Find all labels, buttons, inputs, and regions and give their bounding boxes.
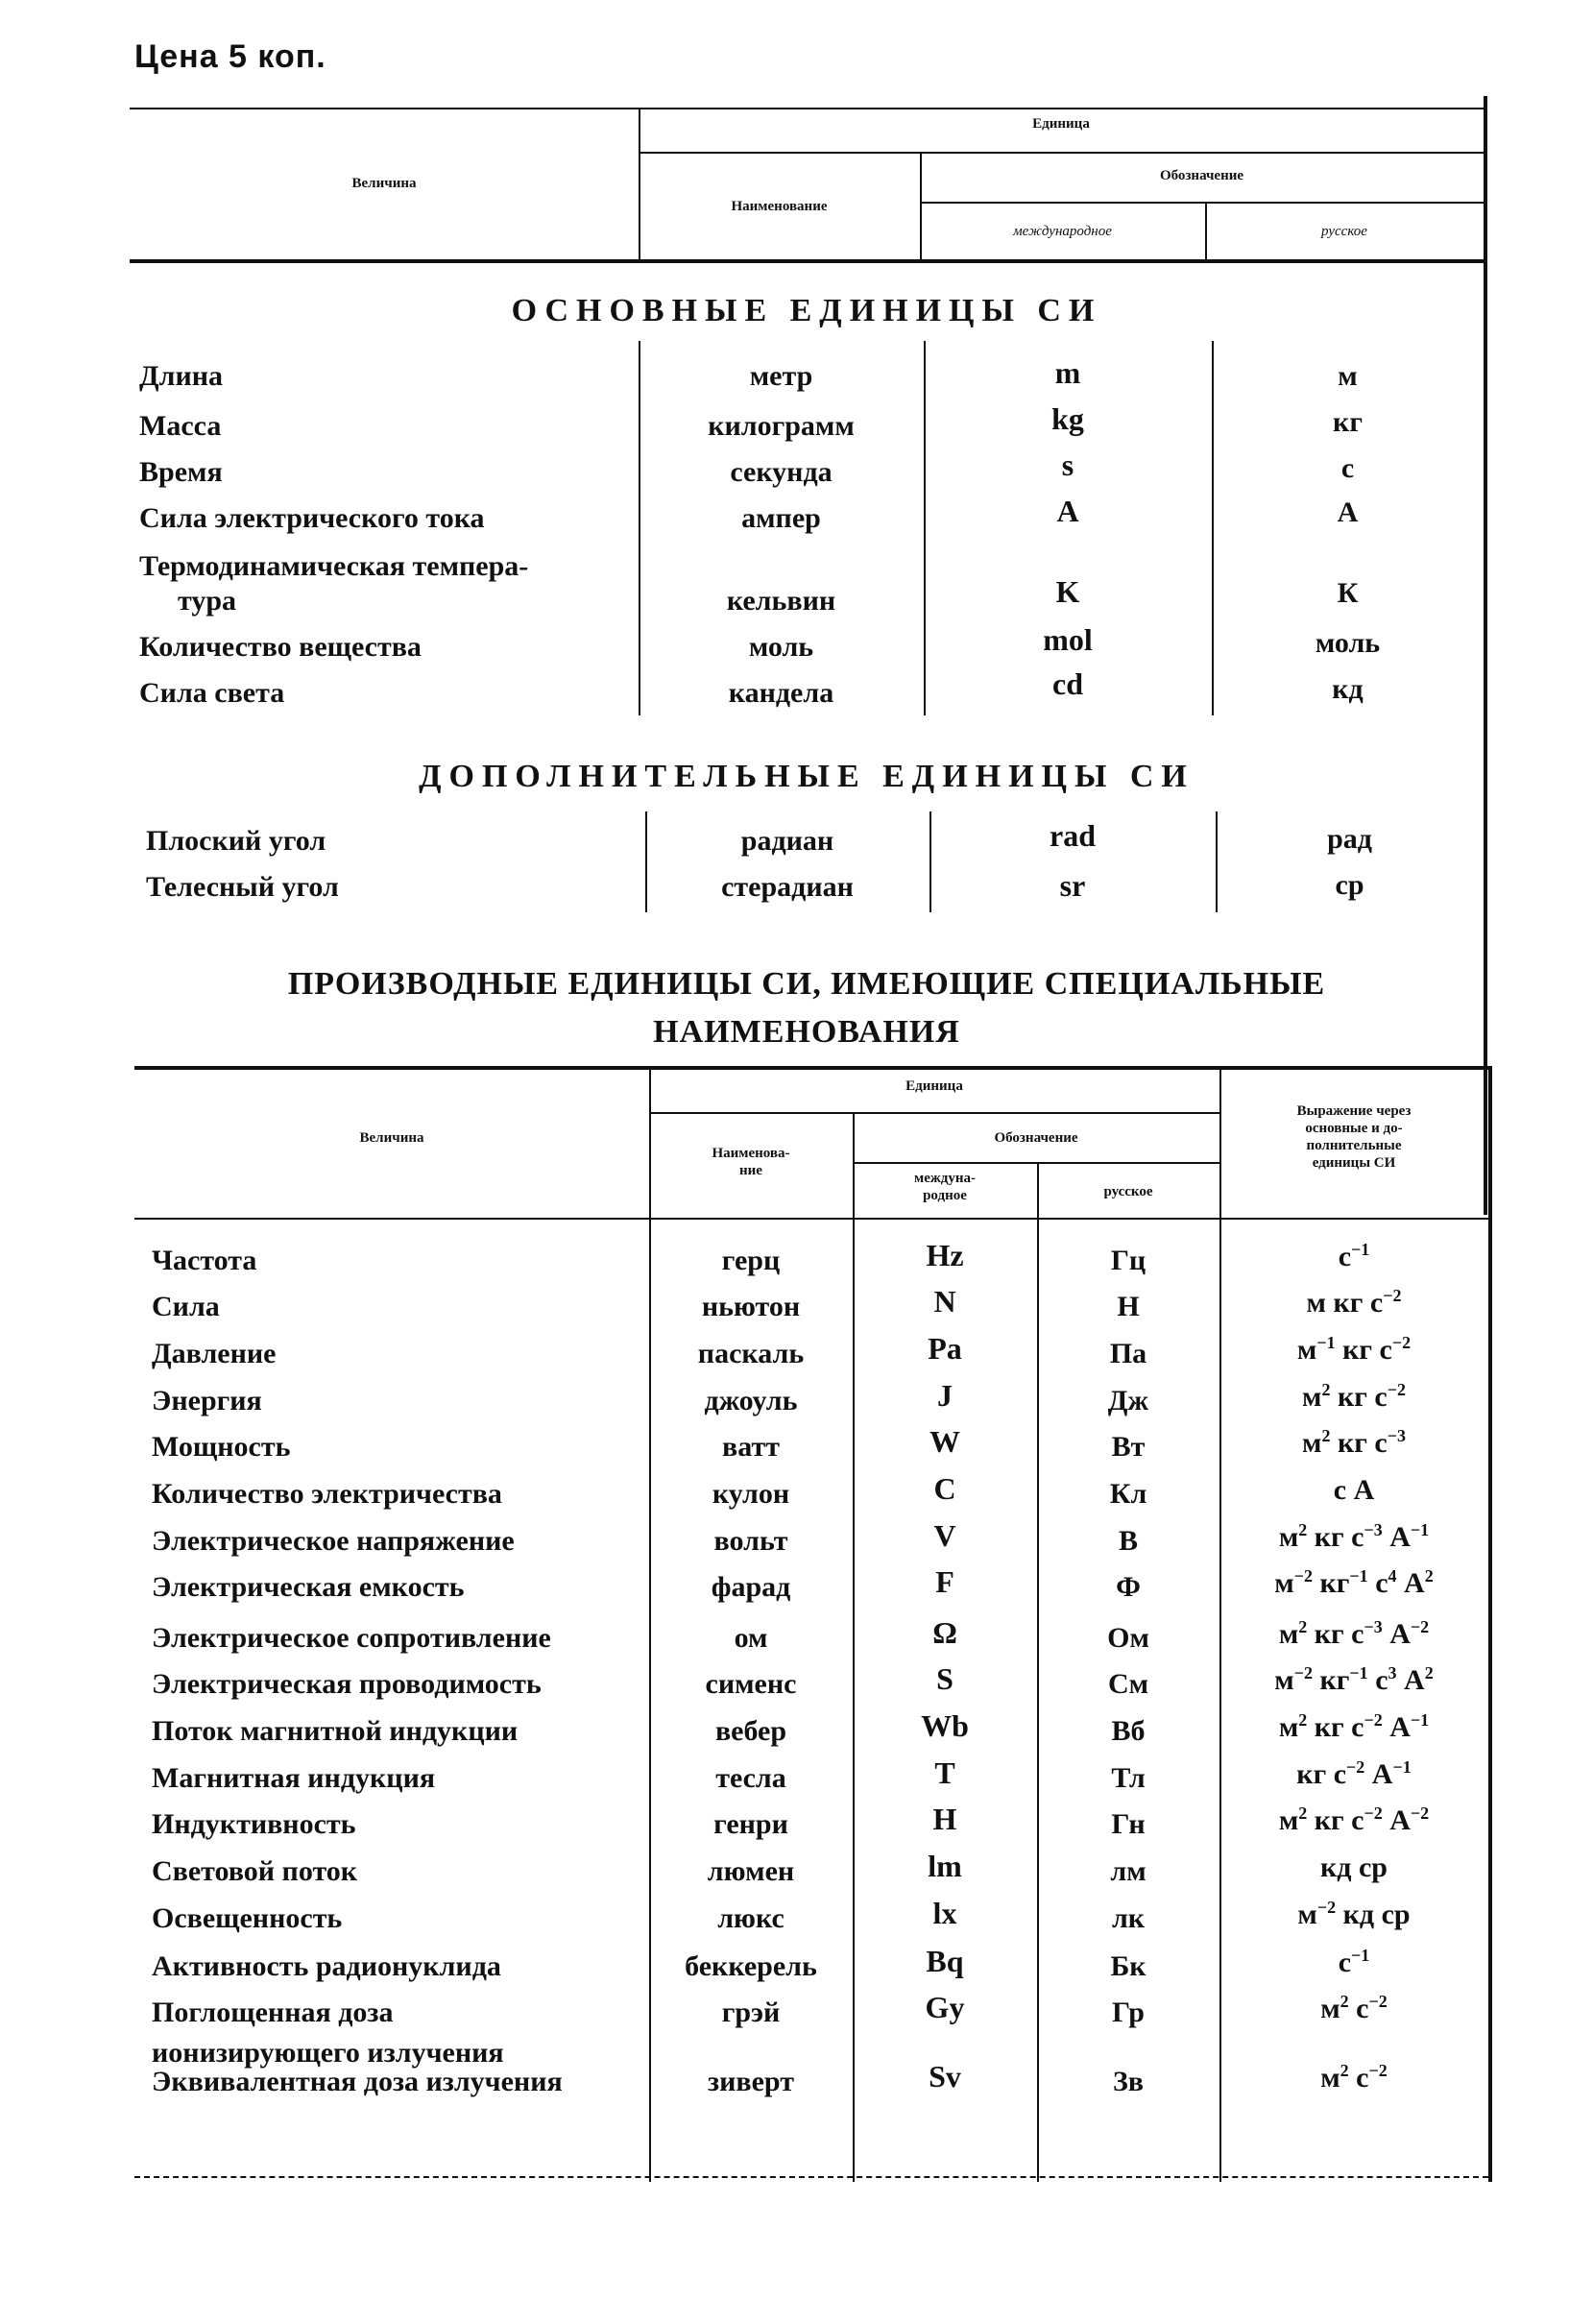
- additional-quantity: Телесный угол: [146, 871, 339, 903]
- table1-unit-rule: [639, 152, 1484, 154]
- derived-ru: Дж: [1107, 1385, 1149, 1416]
- derived-expression: $м^2$ кг $с^{-3}$: [1302, 1426, 1406, 1459]
- derived-intl: Sv: [929, 2059, 961, 2094]
- derived-quantity: Электрическое сопротивление: [152, 1622, 551, 1654]
- base-name: секунда: [730, 456, 833, 488]
- derived-ru: Ф: [1116, 1571, 1141, 1603]
- derived-ru: См: [1107, 1668, 1149, 1700]
- derived-name: генри: [713, 1808, 788, 1840]
- base-intl: K: [1055, 574, 1080, 609]
- col-header-quantity: Величина: [351, 176, 417, 191]
- base-quantity: Количество вещества: [139, 631, 422, 663]
- derived-unit-rule: [649, 1112, 1219, 1114]
- derived-name: герц: [721, 1245, 781, 1276]
- derived-intl: S: [936, 1661, 953, 1696]
- derived-expression: $м^2$ кг $с^{-2}$ $А^{-1}$: [1278, 1710, 1430, 1743]
- derived-ru: Н: [1117, 1291, 1140, 1322]
- derived-quantity: Световой поток: [152, 1855, 358, 1887]
- base-name: кандела: [728, 677, 834, 709]
- derived-expression: кд ср: [1320, 1852, 1388, 1883]
- additional-name: радиан: [740, 825, 834, 857]
- base-quantity: Масса: [139, 410, 222, 442]
- derived-name: люмен: [707, 1855, 795, 1887]
- derived-designation-rule: [853, 1162, 1219, 1164]
- derived-expression: м кг $с^{-2}$: [1306, 1286, 1402, 1319]
- derived-intl: V: [933, 1518, 956, 1553]
- derived-col-header-designation: Обозначение: [994, 1130, 1078, 1146]
- derived-expression: $м^{-2}$ кд ср: [1297, 1898, 1411, 1930]
- derived-quantity-cont: ионизирующего излучения: [152, 2037, 504, 2069]
- derived-bottom-rule: [134, 2176, 1488, 2178]
- base-ru: кд: [1332, 673, 1364, 705]
- derived-expression: $м^2$ кг $с^{-2}$: [1302, 1380, 1406, 1413]
- derived-intl: N: [933, 1284, 956, 1319]
- base-quantity: Время: [139, 456, 223, 488]
- derived-quantity: Электрическое напряжение: [152, 1525, 515, 1557]
- derived-quantity: Поток магнитной индукции: [152, 1715, 519, 1747]
- derived-intl: F: [935, 1564, 954, 1599]
- derived-intl: lx: [932, 1896, 957, 1930]
- base-quantity: Длина: [139, 360, 224, 392]
- derived-intl: Bq: [926, 1944, 964, 1978]
- derived-ru: Гн: [1111, 1808, 1146, 1840]
- base-intl: A: [1056, 494, 1079, 528]
- page-right-rule: [1484, 96, 1487, 1215]
- derived-ru: Тл: [1111, 1762, 1146, 1794]
- derived-name: паскаль: [697, 1338, 805, 1369]
- base-intl: mol: [1043, 622, 1093, 657]
- derived-expression: $м^2$ кг $с^{-3}$ $А^{-2}$: [1278, 1617, 1430, 1650]
- base-quantity: Термодинамическая темпера-: [139, 550, 529, 582]
- additional-intl: rad: [1050, 818, 1096, 853]
- col-header-unit: Единица: [1032, 116, 1090, 132]
- derived-col-header-intl-l1: междуна-: [914, 1171, 976, 1186]
- derived-col-header-unit: Единица: [905, 1078, 963, 1094]
- derived-name: джоуль: [704, 1385, 798, 1416]
- derived-col-header-russian: русское: [1103, 1184, 1153, 1199]
- derived-expression: $м^2$ кг $с^{-2}$ $А^{-2}$: [1278, 1804, 1430, 1836]
- price-label: Цена 5 коп.: [134, 38, 326, 75]
- section-title-additional: ДОПОЛНИТЕЛЬНЫЕ ЕДИНИЦЫ СИ: [419, 759, 1195, 794]
- derived-ru: В: [1118, 1525, 1138, 1557]
- derived-col-header-intl-l2: родное: [923, 1188, 967, 1203]
- base-name: моль: [748, 631, 814, 663]
- derived-intl: Hz: [926, 1238, 964, 1272]
- derived-name: тесла: [715, 1762, 786, 1794]
- base-ru: м: [1338, 360, 1358, 392]
- additional-ru: ср: [1335, 869, 1364, 901]
- derived-col-header-intl: [853, 1170, 1037, 1204]
- base-quantity-cont: тура: [178, 585, 237, 617]
- base-intl: kg: [1051, 401, 1084, 436]
- additional-intl: sr: [1059, 868, 1086, 903]
- derived-ru: Зв: [1112, 2066, 1145, 2097]
- derived-expression: $с^{-1}$: [1338, 1946, 1370, 1978]
- derived-expression: $м^{-2}$ $кг^{-1}$ $с^3$ $А^2$: [1274, 1663, 1434, 1696]
- derived-expression: $м^{-1}$ кг $с^{-2}$: [1296, 1333, 1412, 1366]
- derived-ru: Гц: [1110, 1245, 1147, 1276]
- derived-name: фарад: [711, 1571, 791, 1603]
- derived-name: ом: [734, 1622, 768, 1654]
- derived-quantity: Магнитная индукция: [152, 1762, 436, 1794]
- derived-ru: лм: [1110, 1855, 1147, 1887]
- derived-expression: $с^{-1}$: [1338, 1240, 1370, 1272]
- base-name: килограмм: [708, 410, 855, 442]
- derived-quantity: Индуктивность: [152, 1808, 356, 1840]
- derived-intl: Ω: [932, 1615, 957, 1650]
- base-name: метр: [749, 360, 813, 392]
- derived-expression: с А: [1333, 1474, 1375, 1506]
- additional-ru: рад: [1327, 823, 1372, 855]
- derived-intl: Pa: [928, 1331, 962, 1366]
- derived-intl: W: [929, 1424, 960, 1459]
- table1-designation-rule: [920, 202, 1484, 204]
- additional-name: стерадиан: [721, 871, 854, 903]
- derived-ru: Кл: [1109, 1478, 1147, 1510]
- base-name: кельвин: [726, 585, 836, 617]
- derived-ru: Бк: [1110, 1950, 1147, 1982]
- derived-ru: Вт: [1111, 1431, 1146, 1463]
- derived-name: беккерель: [685, 1950, 817, 1982]
- derived-name: вольт: [713, 1525, 788, 1557]
- base-ru: А: [1337, 496, 1359, 528]
- additional-quantity: Плоский угол: [146, 825, 326, 857]
- section-title-derived-line2: НАИМЕНОВАНИЯ: [653, 1014, 960, 1050]
- base-intl: s: [1061, 448, 1074, 482]
- derived-name: ньютон: [701, 1291, 801, 1322]
- derived-expression: кг $с^{-2}$ $А^{-1}$: [1296, 1757, 1412, 1790]
- derived-expression: $м^2$ кг $с^{-3}$ $А^{-1}$: [1278, 1520, 1430, 1553]
- derived-quantity: Давление: [152, 1338, 277, 1369]
- base-intl: cd: [1052, 666, 1083, 701]
- derived-col-header-expr-l4: единицы СИ: [1312, 1155, 1396, 1171]
- derived-quantity: Электрическая емкость: [152, 1571, 465, 1603]
- derived-header-bottom-rule: [134, 1218, 1488, 1220]
- derived-ru: Гр: [1112, 1997, 1145, 2028]
- derived-intl: Wb: [921, 1708, 969, 1743]
- derived-col-header-expression: [1219, 1102, 1488, 1172]
- derived-quantity: Мощность: [152, 1431, 291, 1463]
- derived-name: люкс: [717, 1902, 784, 1934]
- base-ru: с: [1340, 452, 1355, 484]
- section-title-derived: [134, 960, 1479, 1056]
- derived-col-header-expr-l1: Выражение через: [1296, 1103, 1412, 1119]
- derived-name: ватт: [722, 1431, 780, 1463]
- section-title-base: ОСНОВНЫЕ ЕДИНИЦЫ СИ: [511, 293, 1102, 328]
- derived-quantity: Сила: [152, 1291, 220, 1322]
- derived-name: грэй: [721, 1997, 781, 2028]
- derived-right-rule: [1488, 1066, 1492, 2182]
- derived-quantity: Эквивалентная доза излучения: [152, 2066, 563, 2097]
- col-header-name: Наименование: [731, 199, 828, 214]
- derived-expression: $м^2$ $с^{-2}$: [1320, 1992, 1388, 2024]
- derived-intl: H: [932, 1802, 957, 1836]
- derived-intl: C: [933, 1471, 956, 1506]
- derived-quantity: Активность радионуклида: [152, 1950, 501, 1982]
- derived-quantity: Электрическая проводимость: [152, 1668, 542, 1700]
- derived-ru: Ом: [1107, 1622, 1149, 1654]
- table1-header-bottom-rule: [130, 259, 1484, 263]
- base-quantity: Сила света: [139, 677, 285, 709]
- derived-quantity: Частота: [152, 1245, 257, 1276]
- derived-quantity: Количество электричества: [152, 1478, 502, 1510]
- derived-ru: лк: [1111, 1902, 1146, 1934]
- base-ru: кг: [1333, 406, 1363, 438]
- derived-name: кулон: [712, 1478, 790, 1510]
- base-intl: m: [1054, 355, 1081, 390]
- base-ru: моль: [1315, 627, 1381, 659]
- derived-name: вебер: [714, 1715, 787, 1747]
- derived-intl: Gy: [925, 1990, 965, 2024]
- derived-name: сименс: [705, 1668, 797, 1700]
- col-header-designation: Обозначение: [1159, 168, 1244, 183]
- derived-expression: $м^{-2}$ $кг^{-1}$ $с^4$ $А^2$: [1274, 1566, 1434, 1599]
- derived-col-header-expr-l3: полнительные: [1306, 1138, 1402, 1153]
- derived-col-header-name: [649, 1145, 853, 1179]
- derived-top-rule: [134, 1066, 1488, 1070]
- section-title-derived-line1: ПРОИЗВОДНЫЕ ЕДИНИЦЫ СИ, ИМЕЮЩИЕ СПЕЦИАЛЬНЫЕ: [287, 966, 1326, 1002]
- base-ru: К: [1337, 577, 1359, 609]
- derived-intl: lm: [928, 1849, 962, 1883]
- derived-ru: Вб: [1111, 1715, 1146, 1747]
- derived-intl: J: [937, 1378, 953, 1413]
- derived-quantity: Энергия: [152, 1385, 262, 1416]
- derived-col-header-name-l2: ние: [739, 1163, 762, 1178]
- col-header-russian: русское: [1321, 224, 1367, 239]
- derived-col-header-name-l1: Наименова-: [712, 1146, 790, 1161]
- derived-ru: Па: [1109, 1338, 1147, 1369]
- base-divider-2: [924, 341, 926, 715]
- base-name: ампер: [741, 502, 821, 534]
- derived-expression: $м^2$ $с^{-2}$: [1320, 2061, 1388, 2094]
- derived-intl: T: [934, 1755, 955, 1790]
- base-quantity: Сила электрического тока: [139, 502, 485, 534]
- col-header-international: международное: [1013, 224, 1112, 239]
- derived-quantity: Освещенность: [152, 1902, 343, 1934]
- derived-col-header-expr-l2: основные и до-: [1305, 1121, 1403, 1136]
- table1-top-rule: [130, 108, 1484, 109]
- derived-col-header-quantity: Величина: [359, 1130, 424, 1146]
- derived-quantity: Поглощенная доза: [152, 1997, 394, 2028]
- derived-name: зиверт: [708, 2066, 794, 2097]
